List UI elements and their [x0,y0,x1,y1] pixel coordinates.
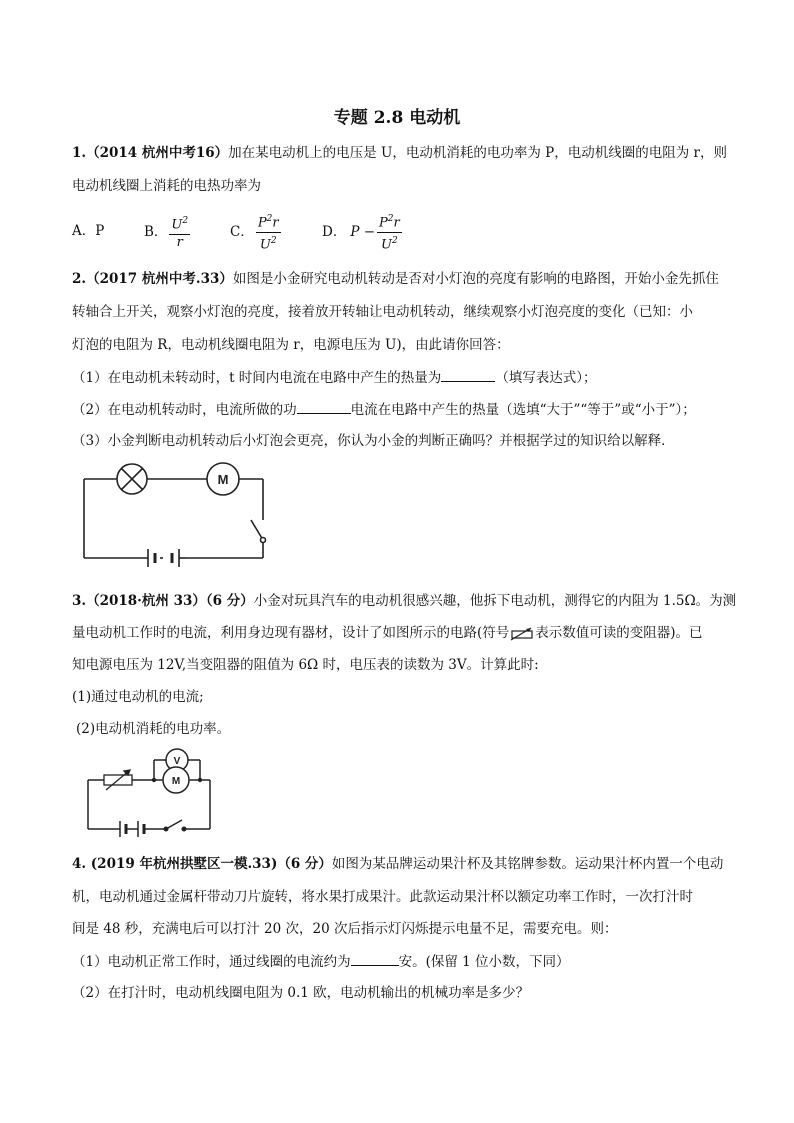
question-2-sub-3: （3）小金判断电动机转动后小灯泡会更亮，你认为小金的判断正确吗？并根据学过的知识给以解释． [72,433,675,449]
option-a: A．P [72,223,105,239]
fraction-u2-over-r: $\frac{U^2}{r}$ [169,213,190,250]
switch-icon-q3 [164,820,186,831]
question-1-stem-2: 电动机线圈上消耗的电热功率为 [72,178,261,194]
question-2-stem-3: 灯泡的电阻为 R，电动机线圈电阻为 r，电源电压为 U)，由此请你回答： [72,337,510,353]
voltmeter-label: V [173,756,181,767]
question-3-sub-2: (2)电动机消耗的电功率。 [76,721,231,737]
question-2-label: 2.（2017 杭州中考.33） [72,271,233,287]
question-4-stem-3: 间是 48 秒，充满电后可以打汁 20 次，20 次后指示灯闪烁提示电量不足，需要充电。则： [72,921,618,937]
question-3-sub-1: (1)通过电动机的电流; [72,689,204,705]
question-2-sub-1: （1）在电动机未转动时，t 时间内电流在电路中产生的热量为 （填写表达式）； [72,370,597,386]
page-title: 专题 2.8 电动机 [333,108,461,128]
question-3-label: 3.（2018·杭州 33）（6 分） [72,593,254,609]
junction-dot [198,778,202,782]
fraction-p2r-over-u2: $\frac{P^2r}{U^2}$ [256,211,281,253]
option-b-label: B． [144,224,168,240]
option-c-label: C． [230,224,254,240]
option-d-prefix: P − [350,224,376,240]
question-4-sub-1: （1）电动机正常工作时，通过线圈的电流约为 安。(保留 1 位小数，下同） [72,954,570,970]
question-4-sub-2: （2）在打汁时，电动机线圈电阻为 0.1 欧，电动机输出的机械功率是多少？ [72,985,530,1001]
question-4-label: 4. (2019 年杭州拱墅区一模.33)（6 分） [72,856,332,872]
junction-dot [152,778,156,782]
battery-icon-q3 [120,821,150,837]
answer-blank-3[interactable] [351,952,399,966]
question-4-line-1 [72,855,723,873]
question-3-stem-3: 知电源电压为 12V,当变阻器的阻值为 6Ω 时，电压表的读数为 3V。计算此时: [72,657,539,673]
question-1-stem-1: 加在某电动机上的电压是 U，电动机消耗的电功率为 P，电动机线圈的电阻为 r，则 [228,145,727,161]
rheostat-icon [104,770,132,790]
question-4-stem-1: 如图为某品牌运动果汁杯及其铭牌参数。运动果汁杯内置一个电动 [331,856,724,872]
fraction-p2r-over-u2-d: $\frac{P^2r}{U^2}$ [377,211,402,253]
question-2-stem-1: 如图是小金研究电动机转动是否对小灯泡的亮度有影响的电路图，开始小金先抓住 [232,271,719,287]
question-3-stem-1: 小金对玩具汽车的电动机很感兴趣，他拆下电动机，测得它的内阻为 1.5Ω。为测 [253,593,737,609]
question-2-sub-2: （2）在电动机转动时，电流所做的功 电流在电路中产生的热量（选填“大于”“等于”或“小于”）； [72,402,696,418]
question-4-stem-2: 机，电动机通过金属杆带动刀片旋转，将水果打成果汁。此款运动果汁杯以额定功率工作时，一次打汁时 [72,889,693,905]
question-2-stem-2: 转轴合上开关，观察小灯泡的亮度，接着放开转轴让电动机转动，继续观察小灯泡亮度的变化（已知：小 [72,304,693,320]
question-3-line-2: 量电动机工作时的电流，利用身边现有器材，设计了如图所示的电路(符号 表示数值可读的变阻器)。已 [72,625,703,641]
option-d-label: D． [322,224,347,240]
question-1-label: 1.（2014 杭州中考16） [72,145,229,161]
motor-label-q2: M [217,472,229,487]
motor-label-q3: M [171,776,181,787]
